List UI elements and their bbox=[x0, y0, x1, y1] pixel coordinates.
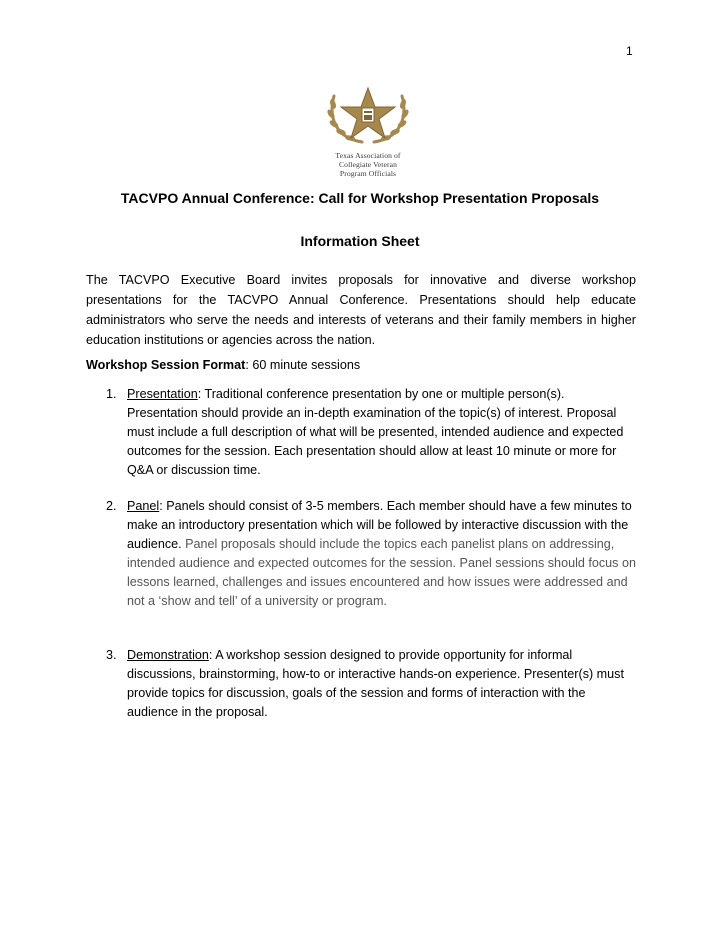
item-name: Panel bbox=[127, 499, 160, 513]
item-name: Demonstration bbox=[127, 648, 209, 662]
session-format bbox=[86, 358, 360, 372]
page-number: 1 bbox=[626, 44, 633, 58]
session-format-value: : 60 minute sessions bbox=[245, 358, 361, 372]
item-text: : Traditional conference presentation by one or multiple person(s). Presentation should provide an in-depth examination of the topic(s) of interest. Proposal must include a full description of what will be presented, intended audience and expected outcomes for the session. Each presentation should allow at least 10 minute or more for Q&A or discussion time. bbox=[127, 387, 624, 477]
document-subtitle: Information Sheet bbox=[300, 233, 420, 249]
list-item-presentation bbox=[106, 385, 636, 480]
list-item-panel bbox=[106, 497, 636, 611]
list-number: 1. bbox=[106, 387, 117, 401]
item-name: Presentation bbox=[127, 387, 198, 401]
list-item-demonstration bbox=[106, 646, 636, 722]
logo-line-3: Program Officials bbox=[339, 169, 397, 178]
intro-paragraph: The TACVPO Executive Board invites proposals for innovative and diverse workshop presentations for the TACVPO Annual Conference. Presentations should help educate administrators who serve the needs and interests of veterans and their family members in higher education institutions or agencies across the nation. bbox=[86, 273, 636, 347]
logo-line-1: Texas Association of bbox=[335, 151, 401, 160]
list-number: 3. bbox=[106, 648, 117, 662]
item-text: : Panels should consist of 3-5 members. Each member should have a few minutes to make an introductory presentation which will be followed by interactive discussion with the audience. bbox=[127, 499, 632, 551]
session-format-label: Workshop Session Format bbox=[86, 358, 246, 372]
list-number: 2. bbox=[106, 499, 117, 513]
tacvpo-logo bbox=[304, 82, 432, 180]
logo-text bbox=[304, 151, 432, 178]
item-text-gray: Panel proposals should include the topics each panelist plans on addressing, intended audience and expected outcomes for the session. Panel sessions should focus on lessons learned, challenges and issues encountered and how issues were addressed and not a ‘show and tell’ of a university or program. bbox=[127, 537, 636, 608]
item-text: : A workshop session designed to provide opportunity for informal discussions, brainstorming, how-to or interactive hands-on experience. Presenter(s) must provide topics for discussion, goals of the session and forms of interaction with the audience in the proposal. bbox=[127, 648, 624, 719]
logo-line-2: Collegiate Veteran bbox=[339, 160, 397, 169]
laurel-star-emblem-icon bbox=[322, 82, 414, 148]
document-title: TACVPO Annual Conference: Call for Workshop Presentation Proposals bbox=[120, 190, 600, 206]
